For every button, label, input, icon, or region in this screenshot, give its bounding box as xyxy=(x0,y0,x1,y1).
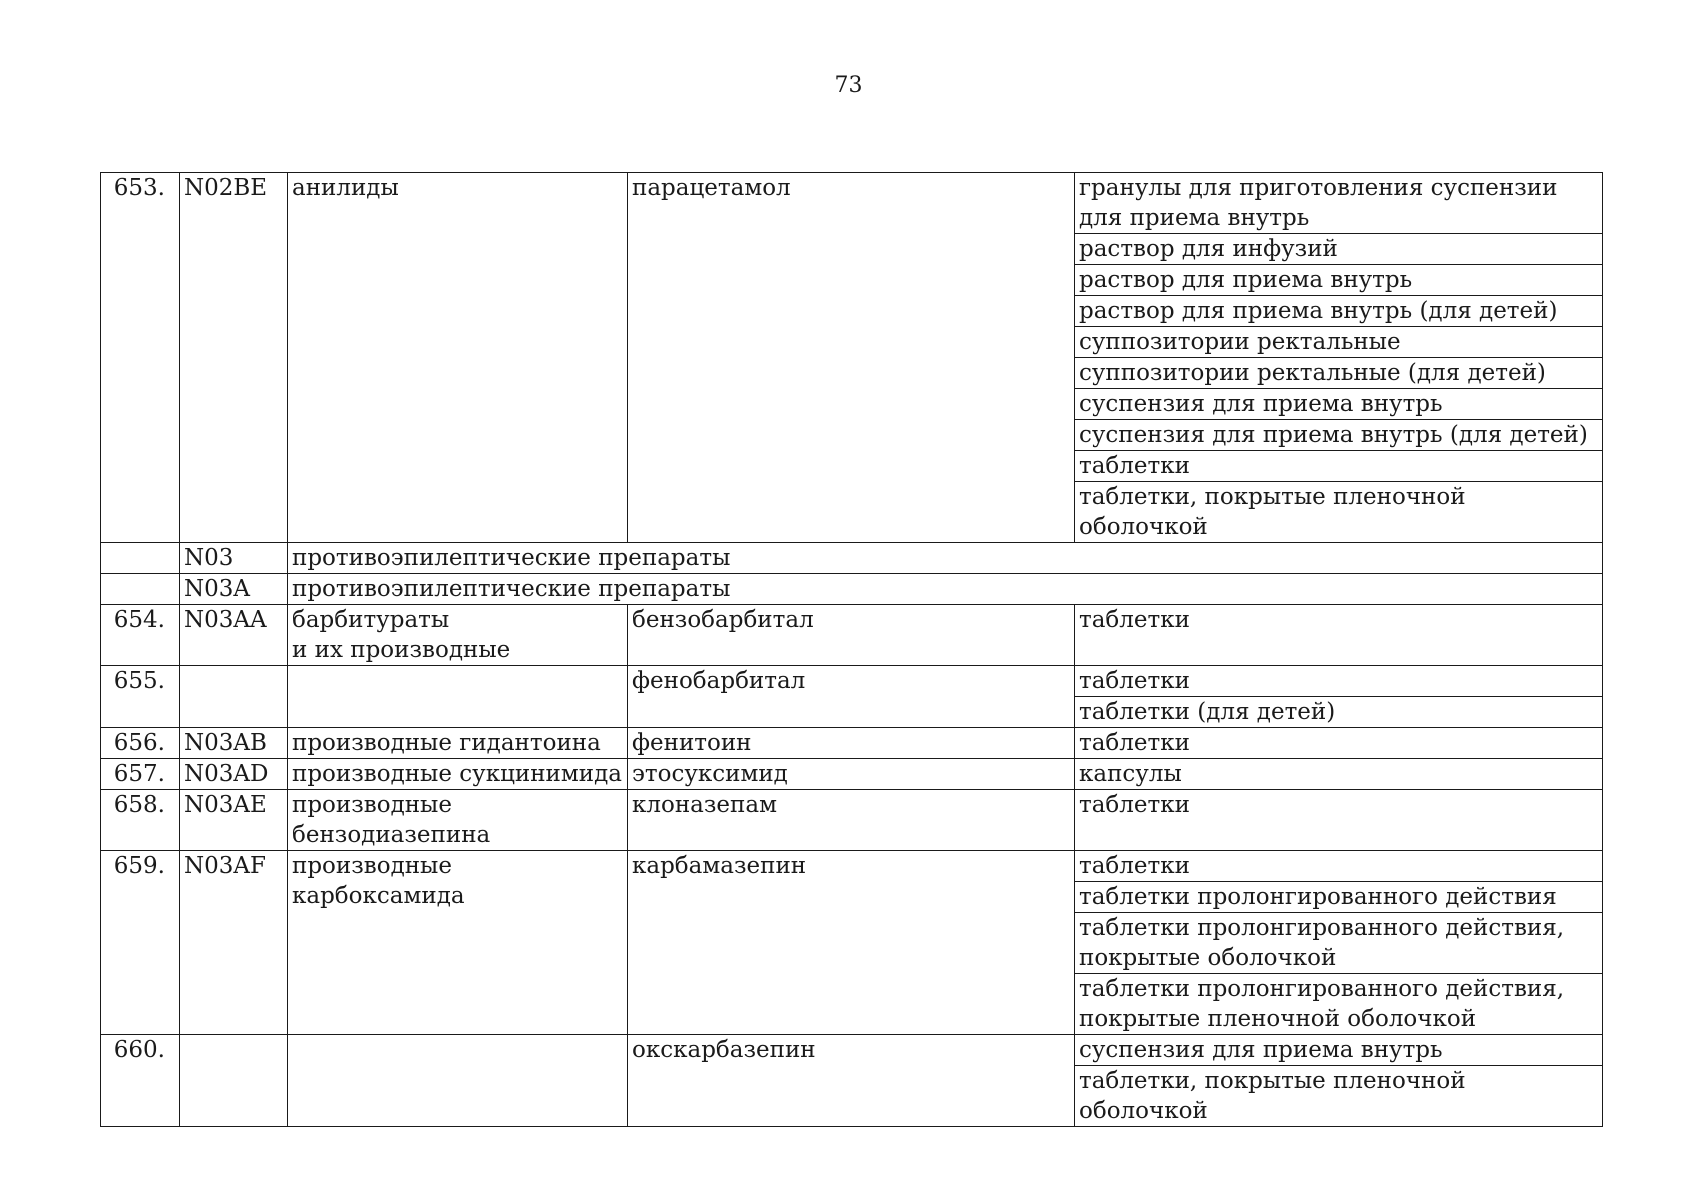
atc-code: N03AE xyxy=(180,790,288,851)
dosage-form: таблетки xyxy=(1075,666,1603,697)
group-heading: противоэпилептические препараты xyxy=(288,543,1603,574)
dosage-form: таблетки xyxy=(1075,605,1603,666)
pharmacological-group: производные сукцинимида xyxy=(288,759,628,790)
row-number: 660. xyxy=(101,1035,180,1127)
pharmacological-group xyxy=(288,666,628,728)
pharmacological-group: барбитураты и их производные xyxy=(288,605,628,666)
atc-code: N03AA xyxy=(180,605,288,666)
row-number xyxy=(101,543,180,574)
drug-name: фенитоин xyxy=(628,728,1075,759)
row-number xyxy=(101,574,180,605)
atc-code: N03AB xyxy=(180,728,288,759)
pharmacological-group: производные гидантоина xyxy=(288,728,628,759)
dosage-form: суспензия для приема внутрь (для детей) xyxy=(1075,420,1603,451)
atc-code: N02BE xyxy=(180,173,288,543)
pharmacological-group: анилиды xyxy=(288,173,628,543)
atc-code xyxy=(180,1035,288,1127)
row-number: 656. xyxy=(101,728,180,759)
table-row xyxy=(101,1035,1603,1066)
dosage-form: раствор для приема внутрь xyxy=(1075,265,1603,296)
dosage-form: таблетки xyxy=(1075,728,1603,759)
dosage-form: суспензия для приема внутрь xyxy=(1075,389,1603,420)
drug-table xyxy=(100,172,1603,1127)
dosage-form: раствор для инфузий xyxy=(1075,234,1603,265)
dosage-form: таблетки xyxy=(1075,790,1603,851)
dosage-form: таблетки (для детей) xyxy=(1075,697,1603,728)
pharmacological-group: производные бензодиазепина xyxy=(288,790,628,851)
table-row xyxy=(101,790,1603,851)
table-row xyxy=(101,543,1603,574)
dosage-form: таблетки пролонгированного действия, покрытые оболочкой xyxy=(1075,913,1603,974)
drug-name: парацетамол xyxy=(628,173,1075,543)
pharmacological-group: производные карбоксамида xyxy=(288,851,628,1035)
dosage-form: суппозитории ректальные (для детей) xyxy=(1075,358,1603,389)
group-heading: противоэпилептические препараты xyxy=(288,574,1603,605)
table-row xyxy=(101,605,1603,666)
dosage-form: таблетки пролонгированного действия xyxy=(1075,882,1603,913)
atc-code: N03 xyxy=(180,543,288,574)
dosage-form: капсулы xyxy=(1075,759,1603,790)
atc-code: N03AF xyxy=(180,851,288,1035)
row-number: 659. xyxy=(101,851,180,1035)
table-body xyxy=(101,173,1603,1127)
table-row xyxy=(101,851,1603,882)
drug-name: фенобарбитал xyxy=(628,666,1075,728)
pharmacological-group xyxy=(288,1035,628,1127)
dosage-form: гранулы для приготовления суспензии для приема внутрь xyxy=(1075,173,1603,234)
dosage-form: таблетки xyxy=(1075,851,1603,882)
dosage-form: суппозитории ректальные xyxy=(1075,327,1603,358)
atc-code xyxy=(180,666,288,728)
drug-name: карбамазепин xyxy=(628,851,1075,1035)
table-row xyxy=(101,173,1603,234)
row-number: 655. xyxy=(101,666,180,728)
drug-name: клоназепам xyxy=(628,790,1075,851)
atc-code: N03AD xyxy=(180,759,288,790)
dosage-form: раствор для приема внутрь (для детей) xyxy=(1075,296,1603,327)
dosage-form: суспензия для приема внутрь xyxy=(1075,1035,1603,1066)
drug-name: окскарбазепин xyxy=(628,1035,1075,1127)
dosage-form: таблетки, покрытые пленочной оболочкой xyxy=(1075,1066,1603,1127)
page-number: 73 xyxy=(834,73,863,98)
dosage-form: таблетки пролонгированного действия, покрытые пленочной оболочкой xyxy=(1075,974,1603,1035)
row-number: 657. xyxy=(101,759,180,790)
dosage-form: таблетки, покрытые пленочной оболочкой xyxy=(1075,482,1603,543)
row-number: 654. xyxy=(101,605,180,666)
drug-name: бензобарбитал xyxy=(628,605,1075,666)
table-row xyxy=(101,666,1603,697)
table-row xyxy=(101,574,1603,605)
dosage-form: таблетки xyxy=(1075,451,1603,482)
table-row xyxy=(101,759,1603,790)
row-number: 658. xyxy=(101,790,180,851)
row-number: 653. xyxy=(101,173,180,543)
atc-code: N03A xyxy=(180,574,288,605)
drug-name: этосуксимид xyxy=(628,759,1075,790)
table-row xyxy=(101,728,1603,759)
